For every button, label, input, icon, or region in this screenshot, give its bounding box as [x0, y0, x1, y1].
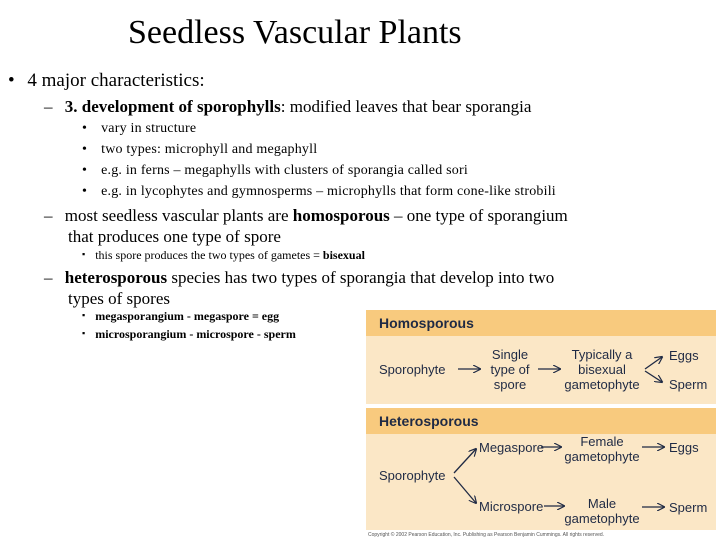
sub-bullet: ▪ — [82, 328, 86, 338]
homo-sperm: Sperm — [669, 377, 708, 392]
hetero-sub-text: microsporangium - microspore - sperm — [95, 327, 296, 341]
label-line: Male — [587, 496, 617, 511]
label-line: bisexual — [578, 362, 626, 377]
hetero-sub-text: megasporangium - megaspore = egg — [95, 309, 280, 323]
sub-item-text: e.g. in lycophytes and gymnosperms – microphylls that form cone-like strobili — [101, 184, 556, 199]
arrow-icon — [645, 357, 662, 369]
arrow-icon — [454, 477, 476, 503]
label-line: gametophyte — [564, 511, 640, 526]
hetero-megaspore: Megaspore — [479, 440, 545, 455]
sub-item-text: two types: microphyll and megaphyll — [101, 142, 318, 157]
hetero-microspore: Microspore — [479, 499, 544, 514]
figure-credit: Copyright © 2002 Pearson Education, Inc. Publishing as Pearson Benjamin Cummings. All rights reserved. — [368, 532, 605, 538]
point-sporophylls — [44, 96, 714, 117]
point-sporophylls-text: : modified leaves that bear sporangia — [280, 97, 532, 116]
hetero-post: species has two types of sporangia that develop into two — [167, 268, 555, 287]
point-homosporous — [44, 205, 714, 226]
label-line: type of — [490, 362, 530, 377]
homo-sub — [82, 248, 365, 263]
bullet-main-text: 4 major characteristics: — [27, 70, 205, 91]
dash: – — [44, 97, 53, 116]
label-line: spore — [493, 377, 527, 392]
homo-line2: that produces one type of spore — [68, 227, 281, 246]
homo-bold: homosporous — [292, 206, 390, 225]
label-line: gametophyte — [564, 377, 640, 392]
label-line: Single — [491, 347, 529, 362]
sub-bullet: • — [82, 142, 88, 157]
sub-item-3 — [82, 163, 468, 179]
sub-item-text: e.g. in ferns – megaphylls with clusters of sporangia called sori — [101, 163, 468, 178]
homo-sub-bold: bisexual — [322, 248, 365, 262]
arrow-icon — [454, 449, 476, 473]
homo-sporophyte: Sporophyte — [379, 362, 446, 377]
bullet-main — [8, 70, 205, 92]
page-title: Seedless Vascular Plants — [128, 14, 462, 51]
homo-pre: most seedless vascular plants are — [64, 206, 293, 225]
label-line: Typically a — [571, 347, 633, 362]
hetero-bold: heterosporous — [64, 268, 168, 287]
hetero-sporophyte: Sporophyte — [379, 468, 446, 483]
hetero-sub-1 — [82, 309, 279, 324]
spore-diagram — [366, 310, 716, 540]
dash: – — [44, 268, 53, 287]
bullet-dot: • — [8, 70, 15, 91]
dash: – — [44, 206, 53, 225]
sub-item-text: vary in structure — [101, 121, 197, 136]
label-line: Female — [580, 434, 624, 449]
hetero-sub-2 — [82, 327, 296, 342]
sub-item-4 — [82, 184, 556, 200]
homo-eggs: Eggs — [669, 348, 699, 363]
point-sporophylls-label: 3. development of sporophylls — [64, 97, 281, 116]
homo-sub-pre: this spore produces the two types of gametes = — [95, 248, 323, 262]
diagram-arrows — [366, 310, 716, 540]
sub-bullet: • — [82, 184, 88, 199]
homo-post: – one type of sporangium — [389, 206, 568, 225]
sub-item-1 — [82, 121, 196, 137]
hetero-sperm: Sperm — [669, 500, 708, 515]
hetero-heading: Heterosporous — [379, 413, 479, 429]
sub-bullet: ▪ — [82, 310, 86, 320]
arrow-icon — [645, 371, 662, 382]
label-line: gametophyte — [564, 449, 640, 464]
sub-item-2 — [82, 142, 317, 158]
hetero-eggs: Eggs — [669, 440, 699, 455]
sub-bullet: • — [82, 121, 88, 136]
homo-heading: Homosporous — [379, 315, 474, 331]
sub-bullet: ▪ — [82, 249, 86, 259]
hetero-line2: types of spores — [68, 289, 170, 308]
sub-bullet: • — [82, 163, 88, 178]
point-heterosporous — [44, 267, 714, 288]
